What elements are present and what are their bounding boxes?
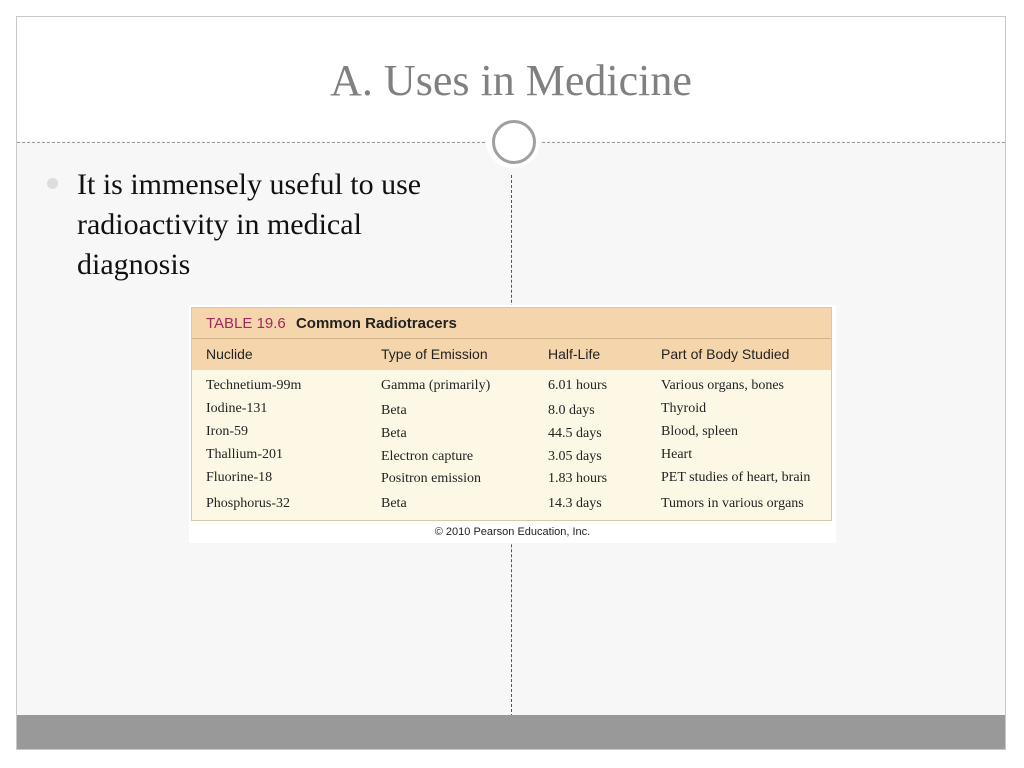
table-cell: Technetium-99m [206, 378, 302, 393]
footer-bar [17, 715, 1005, 749]
table-cell: Beta [381, 496, 407, 511]
ring-ornament-inner [492, 120, 536, 164]
radiotracer-table [191, 307, 832, 521]
table-cell: Iodine-131 [206, 401, 268, 416]
column-header-half-life: Half-Life [548, 346, 601, 362]
slide-title: A. Uses in Medicine [330, 56, 692, 105]
table-cell: 6.01 hours [548, 378, 608, 393]
table-cell: Beta [381, 426, 407, 441]
table-cell: 44.5 days [548, 426, 602, 441]
table-cell: 8.0 days [548, 403, 595, 418]
table-cell: 14.3 days [548, 496, 602, 511]
column-header-nuclide: Nuclide [206, 346, 253, 362]
table-cell: Iron-59 [206, 424, 248, 439]
bullet-text: It is immensely useful to use radioactivity in medical diagnosis [77, 168, 422, 281]
table-cell: Positron emission [381, 471, 481, 486]
slide [16, 16, 1006, 750]
table-cell: Gamma (primarily) [381, 378, 491, 393]
table-cell: Thallium-201 [206, 447, 283, 462]
bullet-dot-icon [47, 178, 58, 189]
table-title: Common Radiotracers [295, 315, 457, 332]
table-cell: Thyroid [661, 401, 707, 416]
table-cell: Phosphorus-32 [206, 496, 291, 511]
table-cell: Heart [661, 447, 693, 462]
table-cell: 3.05 days [548, 449, 602, 464]
copyright-notice: © 2010 Pearson Education, Inc. [434, 526, 591, 538]
table-cell: Various organs, bones [661, 378, 785, 393]
radiotracer-table-figure [189, 305, 836, 543]
column-header-emission: Type of Emission [381, 346, 488, 362]
table-cell: 1.83 hours [548, 471, 608, 486]
table-caption [206, 315, 457, 332]
table-cell: Tumors in various organs [661, 496, 804, 511]
table-header-band [192, 308, 831, 370]
table-cell: PET studies of heart, brain [661, 470, 811, 485]
column-header-body-part: Part of Body Studied [661, 346, 790, 362]
table-header-rule [192, 338, 831, 339]
table-cell: Fluorine-18 [206, 470, 273, 485]
table-cell: Electron capture [381, 449, 474, 464]
table-cell: Beta [381, 403, 407, 418]
table-cell: Blood, spleen [661, 424, 738, 439]
table-label: TABLE 19.6 [206, 315, 286, 332]
